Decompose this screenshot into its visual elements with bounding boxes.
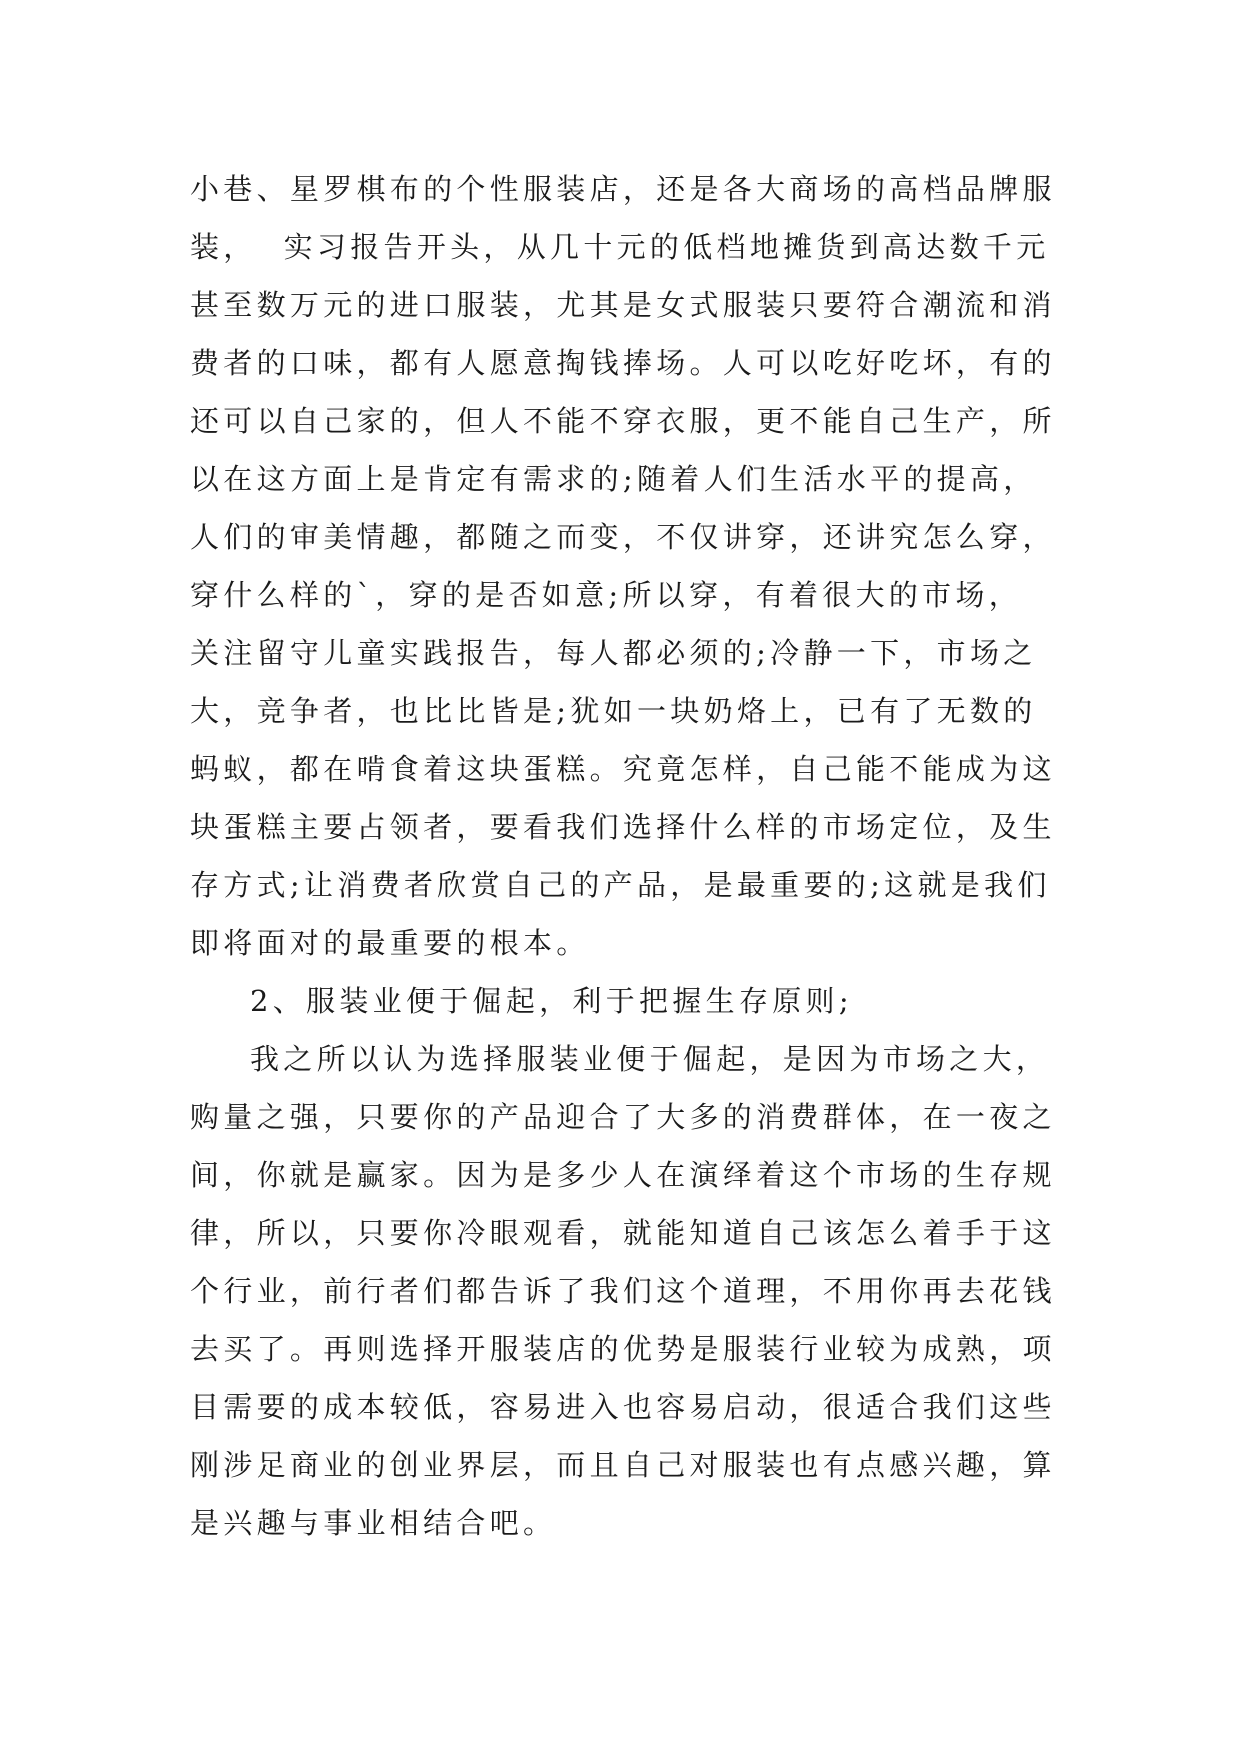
text-line: 去买了。再则选择开服装店的优势是服装行业较为成熟，项 (190, 1332, 1056, 1366)
paragraph-first-line: 我之所以认为选择服装业便于倔起，是因为市场之大， (250, 1042, 1050, 1076)
text-line: 间，你就是赢家。因为是多少人在演绎着这个市场的生存规 (190, 1158, 1056, 1192)
text-line: 块蛋糕主要占领者，要看我们选择什么样的市场定位，及生 (190, 810, 1056, 844)
text-line: 刚涉足商业的创业界层，而且自己对服装也有点感兴趣，算 (190, 1448, 1056, 1482)
text-line: 关注留守儿童实践报告，每人都必须的;冷静一下，市场之 (190, 636, 1037, 670)
text-line: 费者的口味，都有人愿意掏钱捧场。人可以吃好吃坏，有的 (190, 346, 1056, 380)
text-line: 还可以自己家的，但人不能不穿衣服，更不能自己生产，所 (190, 404, 1056, 438)
text-line: 律，所以，只要你冷眼观看，就能知道自己该怎么着手于这 (190, 1216, 1056, 1250)
text-line: 即将面对的最重要的根本。 (190, 926, 590, 960)
text-line: 目需要的成本较低，容易进入也容易启动，很适合我们这些 (190, 1390, 1056, 1424)
text-line: 蚂蚁，都在啃食着这块蛋糕。究竟怎样，自己能不能成为这 (190, 752, 1056, 786)
text-line: 大，竞争者，也比比皆是;犹如一块奶烙上，已有了无数的 (190, 694, 1037, 728)
text-line: 穿什么样的`，穿的是否如意;所以穿，有着很大的市场， (190, 578, 1023, 612)
text-line: 装， 实习报告开头，从几十元的低档地摊货到高达数千元 (190, 230, 1050, 264)
text-line: 人们的审美情趣，都随之而变，不仅讲穿，还讲究怎么穿， (190, 520, 1056, 554)
text-line: 个行业，前行者们都告诉了我们这个道理，不用你再去花钱 (190, 1274, 1056, 1308)
text-line: 购量之强，只要你的产品迎合了大多的消费群体，在一夜之 (190, 1100, 1056, 1134)
body-text (190, 160, 1070, 1552)
text-line: 甚至数万元的进口服装，尤其是女式服装只要符合潮流和消 (190, 288, 1056, 322)
text-line: 小巷、星罗棋布的个性服装店，还是各大商场的高档品牌服 (190, 172, 1056, 206)
text-line: 是兴趣与事业相结合吧。 (190, 1506, 557, 1540)
text-line: 以在这方面上是肯定有需求的;随着人们生活水平的提高， (190, 462, 1037, 496)
text-line: 存方式;让消费者欣赏自己的产品，是最重要的;这就是我们 (190, 868, 1051, 902)
section-heading: 2、服装业便于倔起，利于把握生存原则; (250, 984, 853, 1018)
